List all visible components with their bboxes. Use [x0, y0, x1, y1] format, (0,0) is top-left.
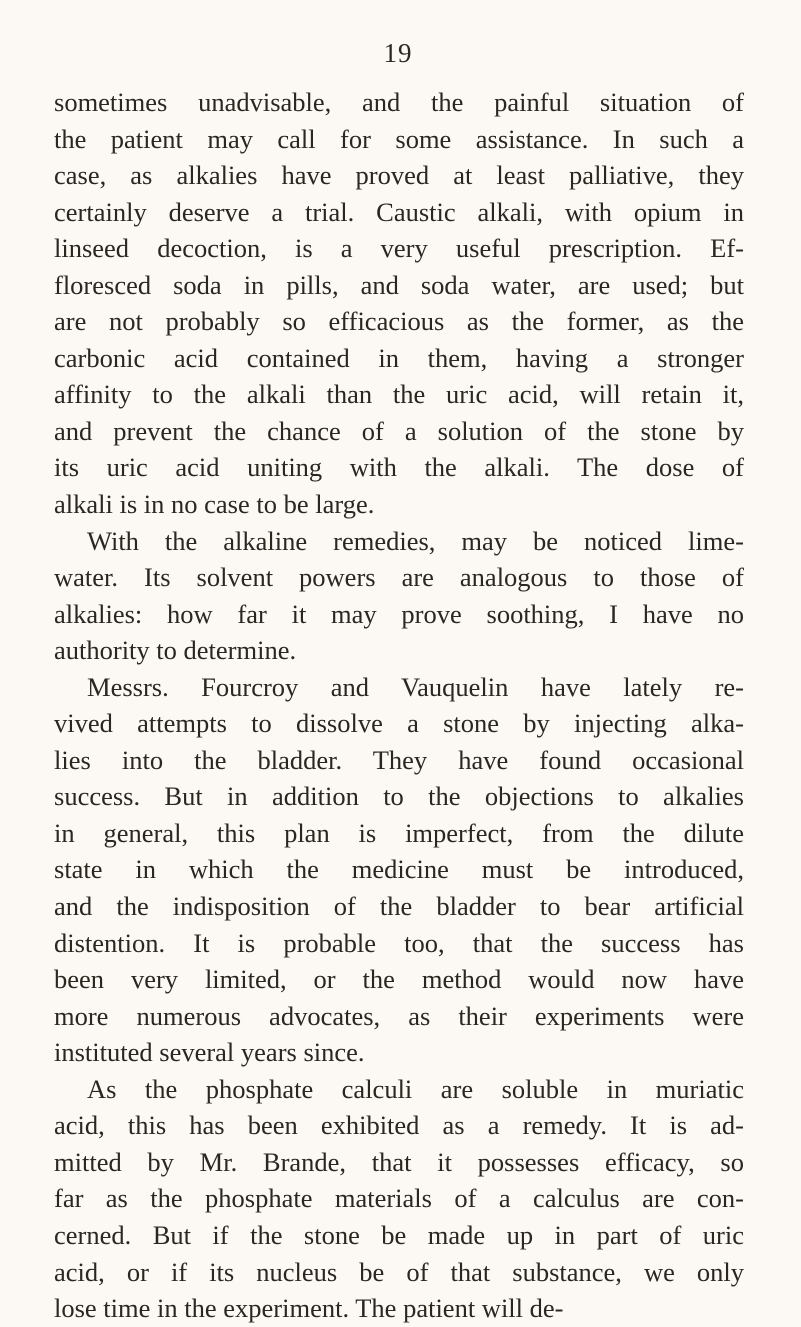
paragraph-first-line: Messrs. Fourcroy and Vauquelin have lately re-	[87, 671, 745, 702]
page-number: 19	[383, 38, 413, 68]
text-line: sometimes unadvisable, and the painful situation of	[54, 87, 745, 117]
text-line: and the indisposition of the bladder to bear artificial	[54, 891, 744, 922]
text-line: lies into the bladder. They have found occasional	[54, 744, 744, 775]
text-line: mitted by Mr. Brande, that it possesses efficacy, so	[54, 1146, 744, 1177]
text-line: floresced soda in pills, and soda water, are used; but	[54, 269, 745, 300]
text-line: in general, this plan is imperfect, from the dilute	[54, 817, 745, 848]
text-line: success. But in addition to the objections to alkalies	[54, 781, 744, 812]
text-line: alkalies: how far it may prove soothing, I have no	[54, 598, 745, 629]
text-line: carbonic acid contained in them, having a stronger	[54, 342, 744, 373]
text-line: authority to determine.	[54, 635, 297, 666]
text-line: water. Its solvent powers are analogous to those of	[54, 562, 744, 593]
text-line: its uric acid uniting with the alkali. The dose of	[54, 452, 744, 483]
text-line: far as the phosphate materials of a calculus are con-	[54, 1183, 744, 1214]
text-line: state in which the medicine must be introduced,	[54, 854, 744, 885]
text-line: been very limited, or the method would now have	[54, 964, 744, 995]
text-line: alkali is in no case to be large.	[54, 489, 375, 520]
text-line: vived attempts to dissolve a stone by injecting alka-	[54, 708, 744, 739]
text-line: more numerous advocates, as their experiments were	[54, 1000, 744, 1031]
text-line: and prevent the chance of a solution of the stone by	[54, 415, 745, 446]
text-line: acid, or if its nucleus be of that substance, we only	[54, 1256, 745, 1287]
text-line: the patient may call for some assistance. In such a	[54, 123, 745, 154]
text-line: lose time in the experiment. The patient will de-	[54, 1293, 564, 1324]
text-line: are not probably so efficacious as the former, as the	[54, 306, 745, 337]
paragraph-first-line: With the alkaline remedies, may be noticed lime-	[87, 525, 744, 556]
text-line: distention. It is probable too, that the success has	[54, 927, 744, 958]
text-line: instituted several years since.	[54, 1037, 365, 1068]
text-line: affinity to the alkali than the uric acid, will retain it,	[54, 379, 744, 410]
text-line: certainly deserve a trial. Caustic alkali, with opium in	[54, 196, 745, 227]
text-line: acid, this has been exhibited as a remedy. It is ad-	[54, 1110, 744, 1141]
text-line: linseed decoction, is a very useful prescription. Ef-	[54, 233, 744, 264]
text-line: case, as alkalies have proved at least palliative, they	[54, 160, 744, 191]
body-text	[54, 84, 744, 1327]
text-line: cerned. But if the stone be made up in part of uric	[54, 1219, 745, 1250]
paragraph-first-line: As the phosphate calculi are soluble in muriatic	[87, 1073, 744, 1104]
